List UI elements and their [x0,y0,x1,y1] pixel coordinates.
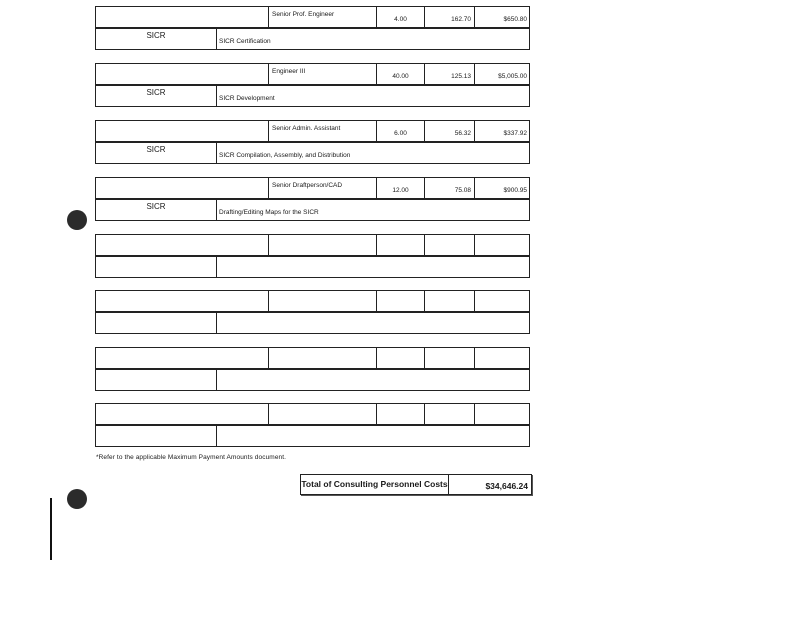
blank-cell [96,178,269,199]
hours: 12.00 [377,178,425,199]
empty-cost-row [95,347,530,391]
cost-row [95,6,530,50]
task-description: SICR Certification [219,38,271,45]
empty-cost-row [95,234,530,278]
blank-cell [96,7,269,28]
task-code: SICR [96,142,217,163]
task-code: SICR [96,28,217,49]
task-description: SICR Development [219,95,275,102]
hours: 4.00 [377,7,425,28]
amount: $650.80 [503,16,527,23]
cost-row [95,120,530,164]
personnel-role: Senior Admin. Assistant [269,121,377,142]
footnote: *Refer to the applicable Maximum Payment Amounts document. [96,454,287,461]
margin-line [50,498,52,560]
task-description: SICR Compilation, Assembly, and Distribution [219,152,351,159]
amount: $900.95 [503,187,527,194]
total-label: Total of Consulting Personnel Costs [301,475,449,494]
total-value: $34,646.24 [485,481,528,491]
cost-row [95,63,530,107]
punch-hole-icon [67,489,87,509]
task-description: Drafting/Editing Maps for the SICR [219,209,319,216]
blank-cell [96,64,269,85]
hours: 6.00 [377,121,425,142]
personnel-role: Senior Draftperson/CAD [269,178,377,199]
amount: $337.92 [503,130,527,137]
blank-cell [96,121,269,142]
hourly-rate: 56.32 [425,121,475,142]
total-box [300,474,532,495]
task-code: SICR [96,85,217,106]
empty-cost-row [95,290,530,334]
hourly-rate: 75.08 [425,178,475,199]
empty-cost-row [95,403,530,447]
hourly-rate: 125.13 [425,64,475,85]
cost-row [95,177,530,221]
hourly-rate: 162.70 [425,7,475,28]
amount: $5,005.00 [498,73,527,80]
personnel-role: Engineer III [269,64,377,85]
hours: 40.00 [377,64,425,85]
personnel-role: Senior Prof. Engineer [269,7,377,28]
task-code: SICR [96,199,217,220]
punch-hole-icon [67,210,87,230]
